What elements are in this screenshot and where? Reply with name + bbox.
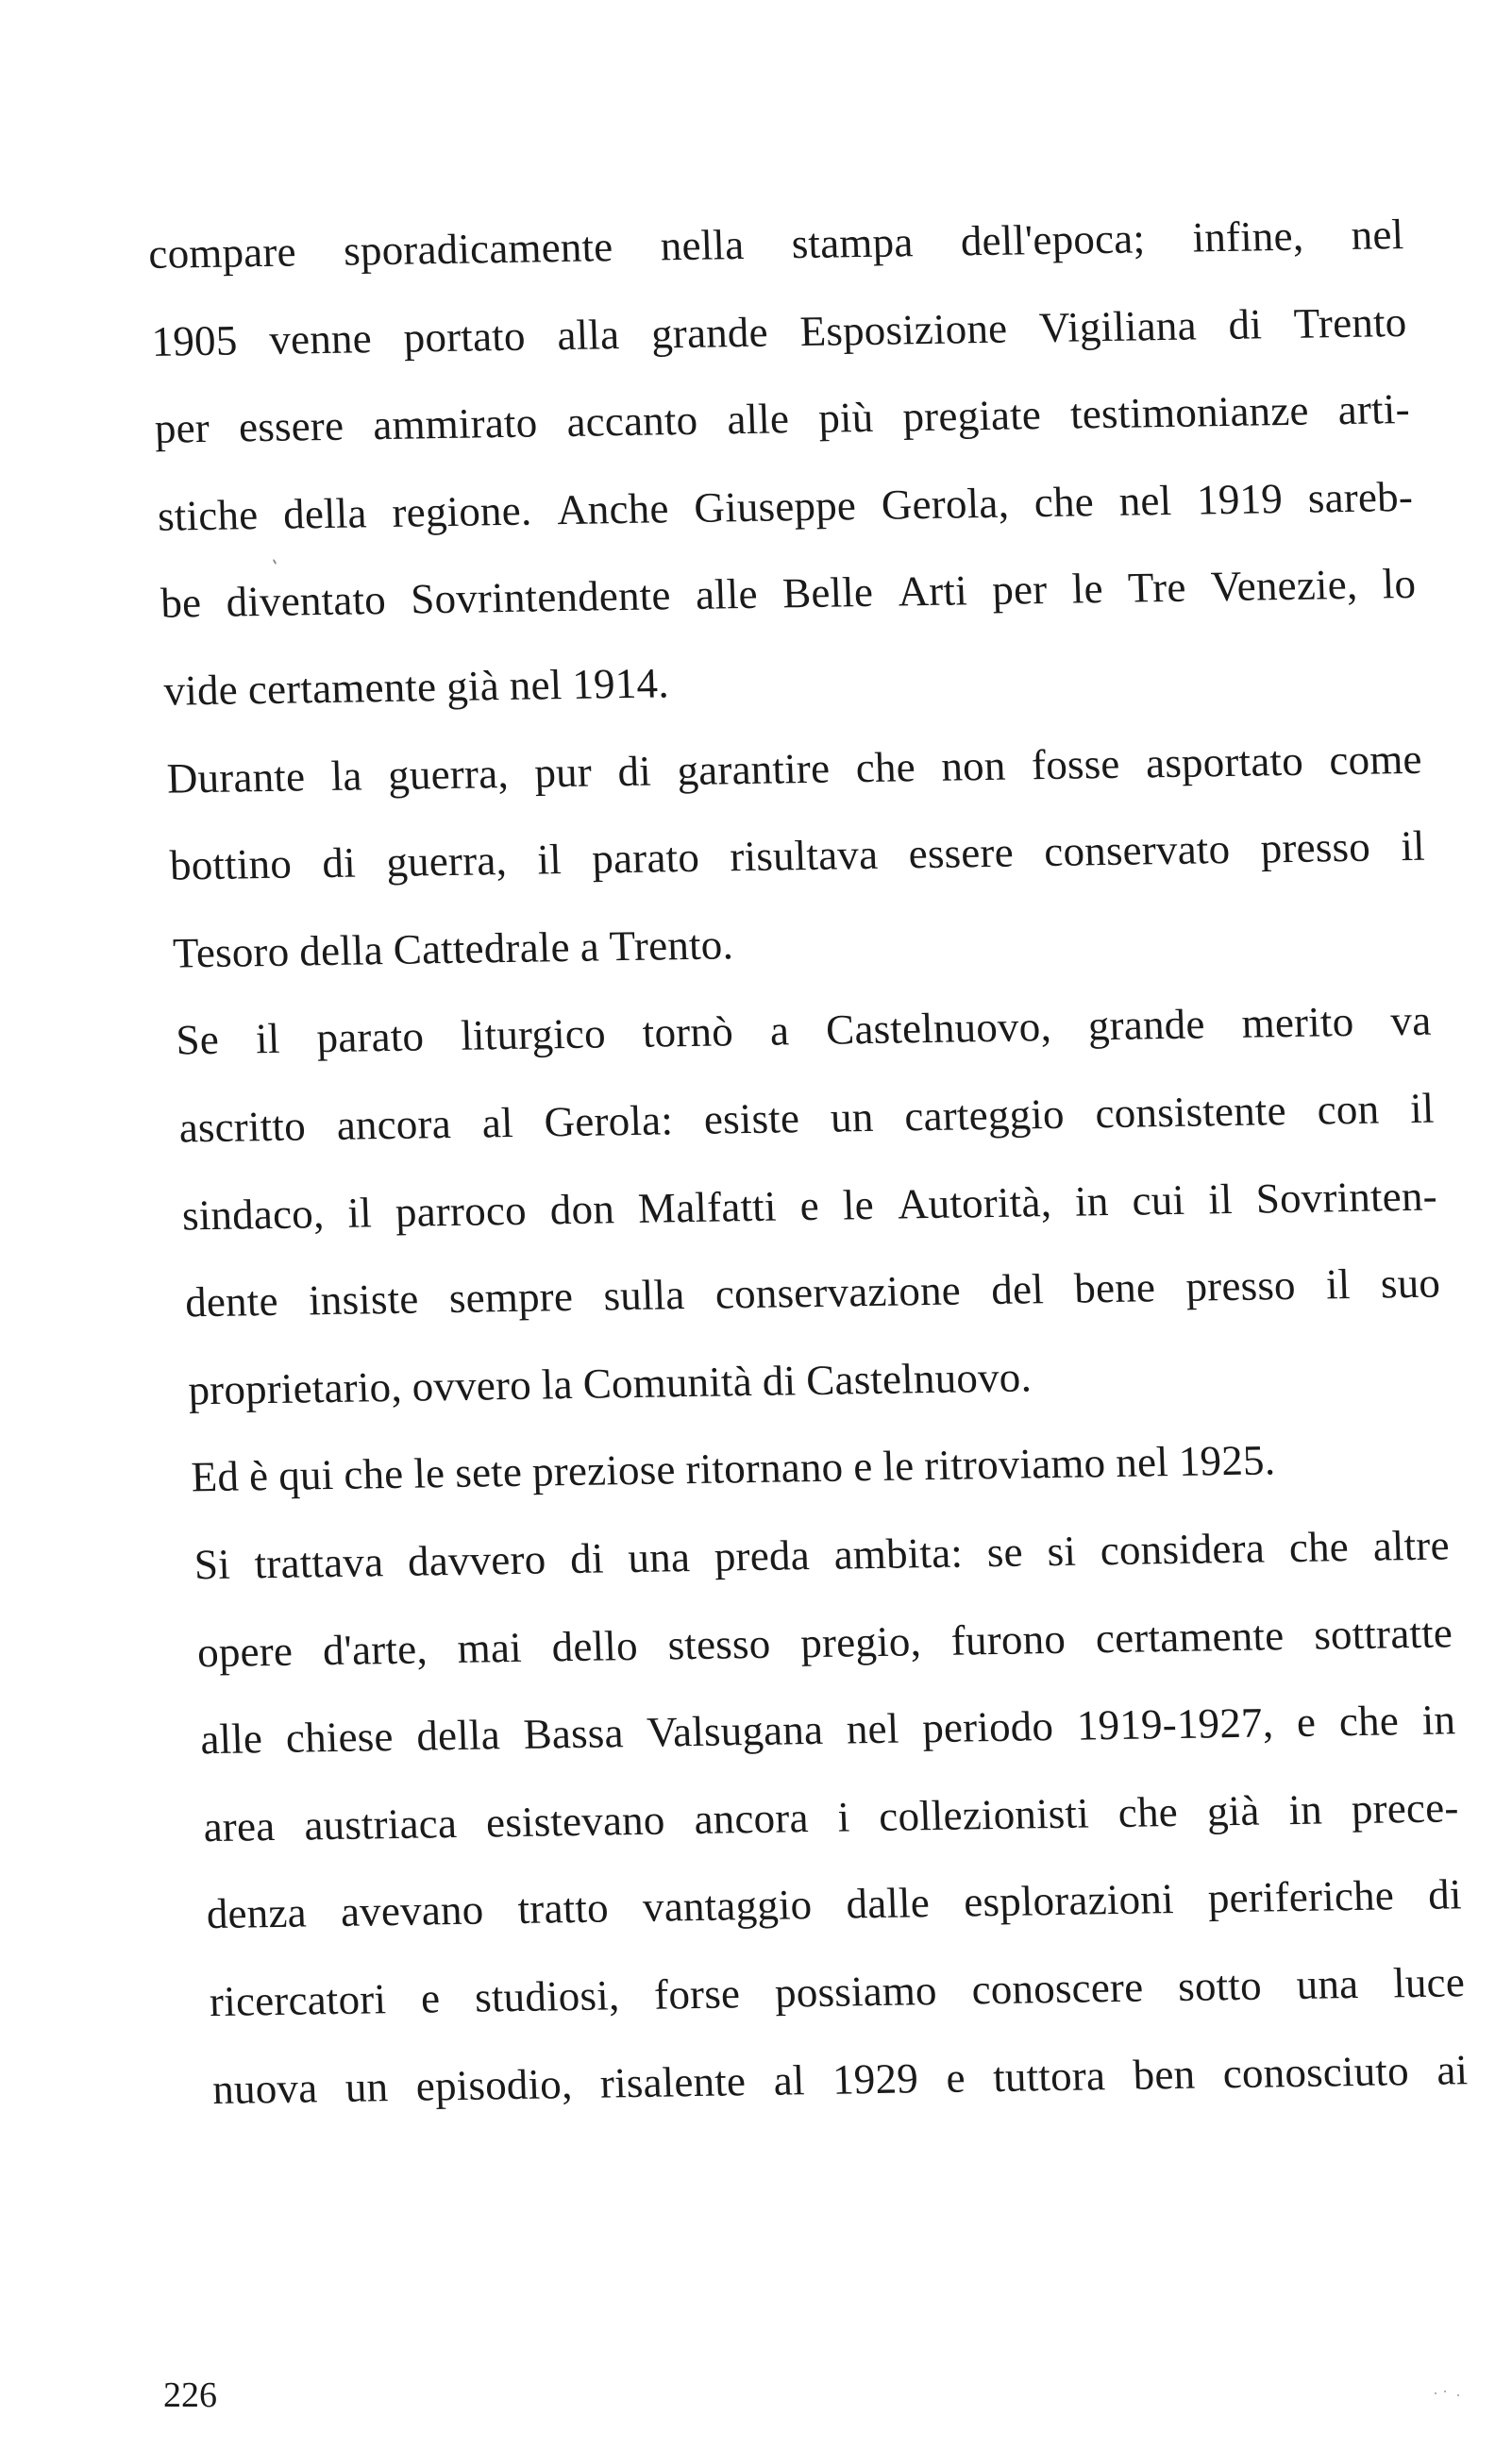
word: ritornano (684, 1443, 845, 1494)
word: dente (184, 1277, 279, 1326)
word: stesso (666, 1619, 772, 1669)
word: nella (659, 220, 746, 270)
word: per (991, 566, 1049, 615)
word: parato (591, 833, 700, 883)
word: al (772, 2055, 806, 2104)
word: in (1287, 1785, 1323, 1833)
word: Malfatti (637, 1182, 778, 1232)
word: nel (1115, 1438, 1169, 1487)
word: episodio, (414, 2059, 574, 2110)
word: alle (726, 395, 790, 444)
page-number: 226 (163, 2375, 217, 2415)
word: pregiate (901, 391, 1042, 441)
word: Esposizione (798, 304, 1009, 355)
word: 1929 (832, 2053, 919, 2104)
word: studiosi, (474, 1971, 621, 2021)
word: mai (456, 1623, 523, 1672)
word: una (627, 1533, 691, 1582)
word: Sovrintendente (410, 571, 672, 623)
word: il (346, 1188, 373, 1237)
word: denza (205, 1888, 308, 1938)
word: ovvero (411, 1360, 532, 1411)
word: stampa (790, 218, 915, 268)
word: le (882, 1442, 916, 1491)
word: vantaggio (642, 1881, 814, 1932)
word: sulla (602, 1271, 686, 1320)
word: che (1287, 1523, 1350, 1572)
word: ben (1132, 2050, 1197, 2099)
word: Durante (165, 752, 306, 803)
word: di (321, 838, 357, 887)
word: presso (1184, 1261, 1297, 1310)
word: Comunità (581, 1357, 753, 1408)
text-line (205, 1870, 1463, 1938)
text-line (148, 213, 1404, 276)
word: della (282, 489, 368, 538)
word: una (1295, 1959, 1360, 2008)
word: ambita: (832, 1529, 964, 1579)
word: guerra, (387, 749, 510, 799)
word: alle (695, 570, 759, 619)
word: pur (533, 748, 593, 797)
word: lo (1381, 560, 1417, 608)
word: sotto (1177, 1961, 1263, 2010)
word: preda (713, 1531, 811, 1580)
word: portato (402, 312, 527, 362)
word: asportato (1145, 736, 1304, 786)
word: vide (162, 666, 239, 715)
word: chiese (285, 1713, 395, 1762)
word: Tre (1127, 564, 1187, 613)
word: davvero (407, 1535, 547, 1585)
text-line (177, 1084, 1436, 1152)
word: parroco (394, 1186, 528, 1236)
word: e (852, 1443, 874, 1491)
word: sempre (448, 1273, 574, 1323)
word: arti- (1336, 385, 1411, 434)
scan-speck (273, 559, 277, 565)
word: in (1074, 1176, 1110, 1225)
text-line (172, 912, 1428, 977)
word: bene (1073, 1263, 1156, 1312)
text-line (175, 997, 1433, 1064)
word: conservazione (714, 1266, 962, 1318)
word: considera (1099, 1524, 1266, 1575)
word: Ed (190, 1452, 240, 1501)
text-line (150, 297, 1408, 365)
word: alle (199, 1715, 263, 1764)
word: le (412, 1449, 446, 1498)
word: ancora (693, 1793, 810, 1843)
word: Anche (556, 484, 670, 533)
word: Valsugana (646, 1706, 824, 1756)
word: avevano (340, 1885, 485, 1936)
word: sindaco, (181, 1189, 326, 1240)
word: Gerola, (880, 479, 1010, 529)
word: sareb- (1306, 472, 1414, 522)
text-line (157, 472, 1414, 540)
word: che (1117, 1787, 1179, 1836)
text-line (153, 385, 1411, 452)
word: accanto (565, 396, 699, 447)
word: compare (147, 228, 297, 278)
word: dalle (845, 1879, 931, 1928)
word: guerra, (385, 836, 508, 887)
word: Bassa (522, 1709, 625, 1759)
word: d'arte, (322, 1625, 428, 1674)
word: Autorità, (897, 1177, 1052, 1228)
word: be (160, 579, 203, 628)
word: esistevano (485, 1796, 666, 1847)
text-line (184, 1259, 1441, 1326)
word: la (540, 1360, 574, 1409)
word: liturgico (460, 1009, 607, 1060)
word: proprietario, (187, 1362, 403, 1414)
word: di (616, 747, 652, 795)
word: ricercatori (209, 1975, 387, 2026)
word: infine, (1191, 211, 1304, 262)
word: fosse (1031, 739, 1121, 788)
word: Tesoro (172, 927, 291, 977)
word: insiste (308, 1275, 420, 1325)
word: ritroviamo (923, 1439, 1107, 1490)
word: risultava (729, 831, 880, 881)
word: periferiche (1206, 1871, 1395, 1922)
word: che (1337, 1697, 1400, 1746)
word: dell'epoca; (959, 214, 1146, 265)
word: Venezie, (1210, 561, 1359, 611)
word: il (255, 1015, 281, 1063)
word: va (1389, 997, 1433, 1045)
word: che (854, 742, 916, 791)
word: regione. (391, 486, 533, 536)
word: altre (1371, 1521, 1451, 1570)
word: prece- (1350, 1783, 1460, 1833)
word: cui (1131, 1175, 1185, 1225)
text-line (202, 1783, 1460, 1850)
text-line (191, 1437, 1447, 1499)
word: collezionisti (878, 1789, 1090, 1840)
word: il (1207, 1174, 1234, 1223)
word: nel (1350, 211, 1405, 259)
word: nel (845, 1704, 900, 1753)
word: venne (268, 313, 373, 363)
word: sottratte (1313, 1608, 1453, 1659)
word: 1925. (1177, 1436, 1276, 1486)
word: Vigiliana (1038, 301, 1198, 351)
text-line (181, 1172, 1438, 1240)
word: opere (196, 1627, 294, 1676)
word: suo (1379, 1259, 1441, 1308)
word: Cattedrale (392, 922, 571, 973)
word: nel (1117, 476, 1173, 525)
word: il (1400, 821, 1426, 870)
word: Trento (1292, 297, 1408, 347)
word: al (480, 1098, 514, 1147)
word: dello (550, 1621, 639, 1670)
word: che (1033, 477, 1095, 526)
word: la (329, 752, 363, 800)
word: Trento. (608, 921, 734, 971)
word: preziose (531, 1445, 677, 1496)
word: austriaca (303, 1799, 458, 1850)
word: il (536, 836, 563, 884)
text-line (163, 651, 1420, 713)
word: si (1046, 1527, 1077, 1576)
word: nel (508, 661, 563, 709)
word: è (248, 1452, 270, 1500)
text-line (187, 1349, 1444, 1414)
word: il (1409, 1084, 1436, 1132)
word: 1914. (571, 659, 670, 708)
word: un (830, 1092, 875, 1141)
word: di (1427, 1870, 1463, 1919)
word: di (569, 1534, 605, 1583)
text-line (211, 2045, 1469, 2113)
word: possiamo (774, 1967, 938, 2017)
word: trattava (253, 1538, 385, 1588)
word: grande (1087, 1000, 1206, 1050)
scan-dots (1435, 2389, 1463, 2398)
text-line (196, 1608, 1453, 1676)
word: della (415, 1711, 501, 1760)
word: del (990, 1265, 1045, 1314)
word: della (298, 925, 384, 975)
word: il (1325, 1260, 1352, 1309)
text-line (160, 560, 1417, 628)
word: con (1316, 1085, 1381, 1134)
text-line (199, 1696, 1456, 1764)
word: sporadicamente (343, 223, 614, 275)
word: 1919-1927, (1075, 1698, 1274, 1749)
word: Belle (781, 568, 874, 617)
word: parato (315, 1012, 425, 1062)
word: periodo (921, 1702, 1054, 1752)
word: come (1328, 735, 1423, 784)
word: certamente (246, 663, 438, 714)
word: e (798, 1181, 820, 1229)
word: garantire (676, 744, 831, 794)
word: le (1070, 565, 1104, 613)
word: i (836, 1793, 851, 1841)
word: carteggio (903, 1090, 1066, 1141)
word: ascritto (177, 1102, 307, 1152)
word: furono (949, 1614, 1067, 1664)
word: nuova (211, 2063, 319, 2113)
word: Gerola: (543, 1096, 674, 1146)
word: presso (1259, 822, 1371, 872)
word: e (1296, 1698, 1317, 1747)
word: 1919 (1196, 474, 1284, 524)
word: Arti (897, 566, 968, 616)
word: esplorazioni (963, 1875, 1175, 1926)
word: essere (238, 401, 345, 451)
word: diventato (225, 576, 387, 627)
word: Se (175, 1016, 220, 1064)
word: Si (193, 1540, 231, 1589)
word: di (1227, 299, 1263, 348)
word: di (761, 1357, 798, 1405)
word: risalente (598, 2056, 747, 2107)
word: bottino (169, 839, 293, 889)
word: pregio, (799, 1616, 922, 1666)
word: un (344, 2062, 390, 2111)
word: le (842, 1180, 875, 1229)
word: merito (1240, 998, 1355, 1048)
word: già (445, 662, 500, 710)
word: e (420, 1974, 442, 2022)
text-line (209, 1958, 1466, 2026)
word: testimonianze (1069, 386, 1310, 438)
word: Castelnuovo. (805, 1353, 1033, 1404)
word: consistente (1094, 1087, 1287, 1138)
text-line (165, 735, 1423, 803)
word: ammirato (372, 398, 539, 449)
word: don (548, 1184, 615, 1233)
word: alla (556, 310, 621, 359)
word: forse (653, 1969, 741, 2019)
word: ai (1436, 2045, 1469, 2094)
word: tuttora (992, 2051, 1106, 2101)
word: qui (277, 1451, 335, 1500)
word: per (153, 404, 210, 452)
word: tornò (641, 1007, 734, 1057)
word: se (985, 1528, 1024, 1577)
word: ancora (335, 1099, 452, 1149)
word: a (768, 1006, 790, 1056)
word: Giuseppe (693, 481, 857, 532)
word: a (579, 922, 600, 971)
text-line (169, 821, 1426, 889)
word: in (1420, 1696, 1456, 1745)
word: non (940, 741, 1007, 790)
word: conservato (1043, 825, 1232, 876)
word: sete (454, 1448, 523, 1497)
word: luce (1392, 1958, 1466, 2007)
word: Sovrinten- (1254, 1172, 1438, 1223)
word: e (945, 2053, 966, 2102)
word: esiste (702, 1094, 800, 1143)
word: grande (650, 308, 769, 358)
word: essere (907, 828, 1015, 878)
word: 1905 (150, 316, 239, 365)
word: che (343, 1450, 405, 1499)
word: Castelnuovo, (825, 1003, 1052, 1055)
word: area (202, 1801, 277, 1850)
word: conoscere (970, 1963, 1145, 2014)
word: più (817, 394, 875, 442)
text-line (193, 1521, 1451, 1589)
word: certamente (1095, 1611, 1285, 1662)
word: stiche (157, 490, 260, 540)
word: tratto (516, 1884, 610, 1934)
word: già (1205, 1786, 1261, 1835)
word: conosciuto (1221, 2046, 1410, 2097)
